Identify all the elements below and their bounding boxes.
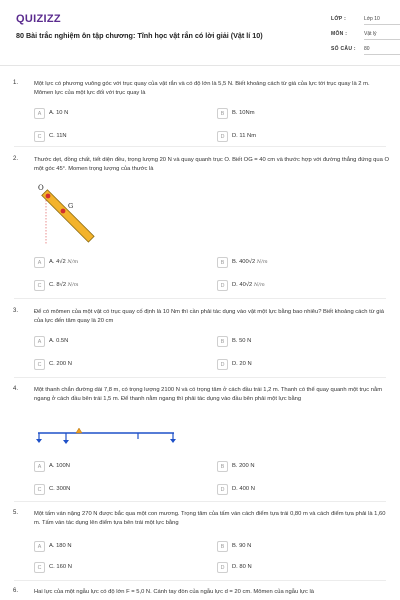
left-force-arrow bbox=[36, 439, 42, 443]
option-text: B. 90 N bbox=[232, 543, 252, 549]
question-text: Một tấm ván nặng 270 N được bắc qua một con mương. Trọng tâm của tấm ván cách điểm tựa trái 0,80 m và cách điểm tựa phải là 1,60 m. Tấm ván tác dụng lên điểm tựa bên trái một lực bằng bbox=[34, 511, 386, 526]
question-number: 5. bbox=[13, 510, 19, 516]
option-text: A. 0.5N bbox=[49, 338, 69, 344]
question-text: Hai lực của một ngẫu lực có độ lớn F = 5,0 N. Cánh tay đòn của ngẫu lực d = 20 cm. Mômen của ngẫu lực là bbox=[34, 589, 315, 595]
option-letter-box: C bbox=[34, 484, 45, 495]
quizizz-logo: QUIZIZZ bbox=[16, 13, 61, 25]
center-point-g bbox=[61, 209, 66, 214]
option-d[interactable] bbox=[217, 131, 387, 143]
subject-label: MÔN : bbox=[331, 31, 348, 37]
option-c[interactable] bbox=[34, 562, 204, 574]
option-letter-box: C bbox=[34, 280, 45, 291]
pivot-triangle bbox=[76, 428, 82, 433]
document-title: 80 Bài trắc nghiệm ôn tập chương: Tĩnh học vật rắn có lời giải (Vật lí 10) bbox=[16, 31, 263, 40]
option-letter-box: B bbox=[217, 461, 228, 472]
option-b[interactable] bbox=[217, 541, 387, 553]
option-text: A. 4√2 N/m bbox=[49, 259, 79, 265]
question-number: 1. bbox=[13, 80, 19, 86]
option-text: C. 300N bbox=[49, 486, 71, 492]
question-number: 4. bbox=[13, 386, 19, 392]
option-text: D. 11 Nm bbox=[232, 133, 257, 139]
option-text: C. 160 N bbox=[49, 564, 72, 570]
option-text: D. 40√2 N/m bbox=[232, 282, 265, 288]
option-letter-box: A bbox=[34, 461, 45, 472]
question-number: 6. bbox=[13, 588, 19, 594]
option-text: C. 11N bbox=[49, 133, 67, 139]
option-letter-box: A bbox=[34, 541, 45, 552]
question-number: 2. bbox=[13, 156, 19, 162]
option-letter-box: B bbox=[217, 541, 228, 552]
question-text: Một lực có phương vuông góc với trục quay của vật rắn và có độ lớn là 5,5 N. Biết khoảng cách từ giá của lực tới trục quay là 2 m. Mômen lực của một lực đối với trục quay là bbox=[34, 81, 370, 96]
option-letter-box: D bbox=[217, 562, 228, 573]
page-header bbox=[0, 0, 400, 66]
option-letter-box: B bbox=[217, 257, 228, 268]
option-a[interactable] bbox=[34, 257, 204, 269]
question-text: Để có mômen của một vật có trục quay cố định là 10 Nm thì cần phải tác dụng vào vật một lực bằng bao nhiêu? Biết khoảng cách từ giá của lực đến tâm quay là 20 cm bbox=[34, 309, 384, 324]
divider bbox=[14, 298, 386, 299]
class-value: Lớp 10 bbox=[364, 16, 400, 25]
option-c[interactable] bbox=[34, 131, 204, 143]
question-text: Một thanh chắn đường dài 7,8 m, có trọng lượng 2100 N và có trọng tâm ở cách đầu trái 1,2 m. Thanh có thể quay quanh một trục nằm ngang ở cách đầu bên trái 1,5 m. Để thanh nằm ngang thì phải tác dụng vào đầu bên phải một lực bằng bbox=[34, 387, 383, 402]
option-text: C. 8√2 N/m bbox=[49, 282, 79, 288]
label-g: G bbox=[68, 202, 74, 210]
option-letter-box: C bbox=[34, 562, 45, 573]
option-d[interactable] bbox=[217, 359, 387, 371]
option-text: B. 200 N bbox=[232, 463, 255, 469]
option-c[interactable] bbox=[34, 359, 204, 371]
right-force-arrow bbox=[170, 439, 176, 443]
option-b[interactable] bbox=[217, 108, 387, 120]
option-b[interactable] bbox=[217, 257, 387, 269]
option-a[interactable] bbox=[34, 461, 204, 473]
option-letter-box: C bbox=[34, 131, 45, 142]
option-c[interactable] bbox=[34, 280, 204, 292]
option-letter-box: A bbox=[34, 108, 45, 119]
label-o: O bbox=[38, 184, 44, 192]
option-text: A. 100N bbox=[49, 463, 70, 469]
option-text: B. 50 N bbox=[232, 338, 252, 344]
option-d[interactable] bbox=[217, 562, 387, 574]
option-text: D. 80 N bbox=[232, 564, 252, 570]
weight-arrow bbox=[63, 440, 69, 444]
option-text: B. 10Nm bbox=[232, 110, 255, 116]
option-a[interactable] bbox=[34, 108, 204, 120]
option-letter-box: B bbox=[217, 336, 228, 347]
option-letter-box: A bbox=[34, 336, 45, 347]
class-label: LỚP : bbox=[331, 16, 347, 22]
pivot-point-o bbox=[46, 194, 51, 199]
option-letter-box: D bbox=[217, 359, 228, 370]
divider bbox=[14, 580, 386, 581]
option-text: D. 20 N bbox=[232, 361, 252, 367]
option-d[interactable] bbox=[217, 280, 387, 292]
question-number: 3. bbox=[13, 308, 19, 314]
option-a[interactable] bbox=[34, 336, 204, 348]
option-letter-box: D bbox=[217, 131, 228, 142]
option-letter-box: A bbox=[34, 257, 45, 268]
divider bbox=[14, 377, 386, 378]
divider bbox=[14, 501, 386, 502]
question-text: Thước dẹt, đồng chất, tiết diện đều, trọng lượng 20 N và quay quanh trục O. Biết OG = 40 cm và thước hợp với đường thẳng đứng qua O một góc 45°. Momen trọng lượng của thước là bbox=[34, 157, 389, 172]
option-letter-box: D bbox=[217, 484, 228, 495]
count-label: SỐ CÂU : bbox=[331, 46, 356, 52]
option-text: B. 400√2 N/m bbox=[232, 259, 268, 265]
count-value: 80 bbox=[364, 46, 400, 55]
option-d[interactable] bbox=[217, 484, 387, 496]
option-letter-box: C bbox=[34, 359, 45, 370]
option-text: A. 180 N bbox=[49, 543, 72, 549]
option-letter-box: D bbox=[217, 280, 228, 291]
divider bbox=[14, 146, 386, 147]
option-text: D. 400 N bbox=[232, 486, 255, 492]
option-b[interactable] bbox=[217, 336, 387, 348]
subject-value: Vật lý bbox=[364, 31, 400, 40]
option-text: C. 200 N bbox=[49, 361, 72, 367]
option-letter-box: B bbox=[217, 108, 228, 119]
option-a[interactable] bbox=[34, 541, 204, 553]
option-b[interactable] bbox=[217, 461, 387, 473]
barrier-figure bbox=[34, 427, 176, 447]
option-c[interactable] bbox=[34, 484, 204, 496]
option-text: A. 10 N bbox=[49, 110, 69, 116]
ruler-figure bbox=[36, 184, 96, 246]
